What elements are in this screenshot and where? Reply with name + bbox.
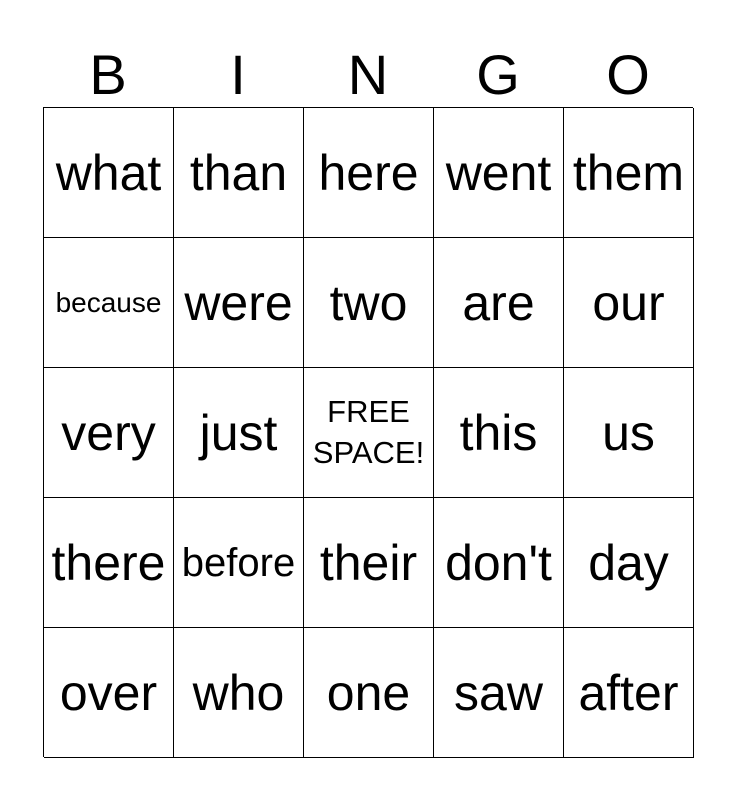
bingo-cell[interactable]: than xyxy=(174,108,304,238)
bingo-cell[interactable]: us xyxy=(564,368,694,498)
bingo-cell[interactable]: them xyxy=(564,108,694,238)
bingo-cell[interactable]: their xyxy=(304,498,434,628)
header-letter-n: N xyxy=(347,43,389,106)
bingo-cell[interactable]: this xyxy=(434,368,564,498)
bingo-cell[interactable]: went xyxy=(434,108,564,238)
bingo-cell[interactable]: before xyxy=(174,498,304,628)
header-letter-b: B xyxy=(89,43,127,106)
bingo-header xyxy=(43,44,693,106)
bingo-cell[interactable]: there xyxy=(44,498,174,628)
bingo-cell[interactable]: our xyxy=(564,238,694,368)
bingo-cell[interactable]: were xyxy=(174,238,304,368)
header-letter-g: G xyxy=(476,43,520,106)
bingo-board xyxy=(43,107,693,757)
bingo-cell[interactable]: one xyxy=(304,628,434,758)
bingo-cell[interactable]: over xyxy=(44,628,174,758)
bingo-cell[interactable]: just xyxy=(174,368,304,498)
bingo-cell[interactable]: very xyxy=(44,368,174,498)
bingo-cell[interactable]: two xyxy=(304,238,434,368)
free-space-cell[interactable]: FREE SPACE! xyxy=(304,368,434,498)
bingo-cell[interactable]: are xyxy=(434,238,564,368)
bingo-cell[interactable]: after xyxy=(564,628,694,758)
bingo-cell[interactable]: day xyxy=(564,498,694,628)
bingo-cell[interactable]: saw xyxy=(434,628,564,758)
header-letter-o: O xyxy=(606,43,650,106)
bingo-cell[interactable]: here xyxy=(304,108,434,238)
bingo-cell[interactable]: what xyxy=(44,108,174,238)
bingo-cell[interactable]: who xyxy=(174,628,304,758)
bingo-cell[interactable]: because xyxy=(44,238,174,368)
bingo-cell[interactable]: don't xyxy=(434,498,564,628)
header-letter-i: I xyxy=(230,43,246,106)
